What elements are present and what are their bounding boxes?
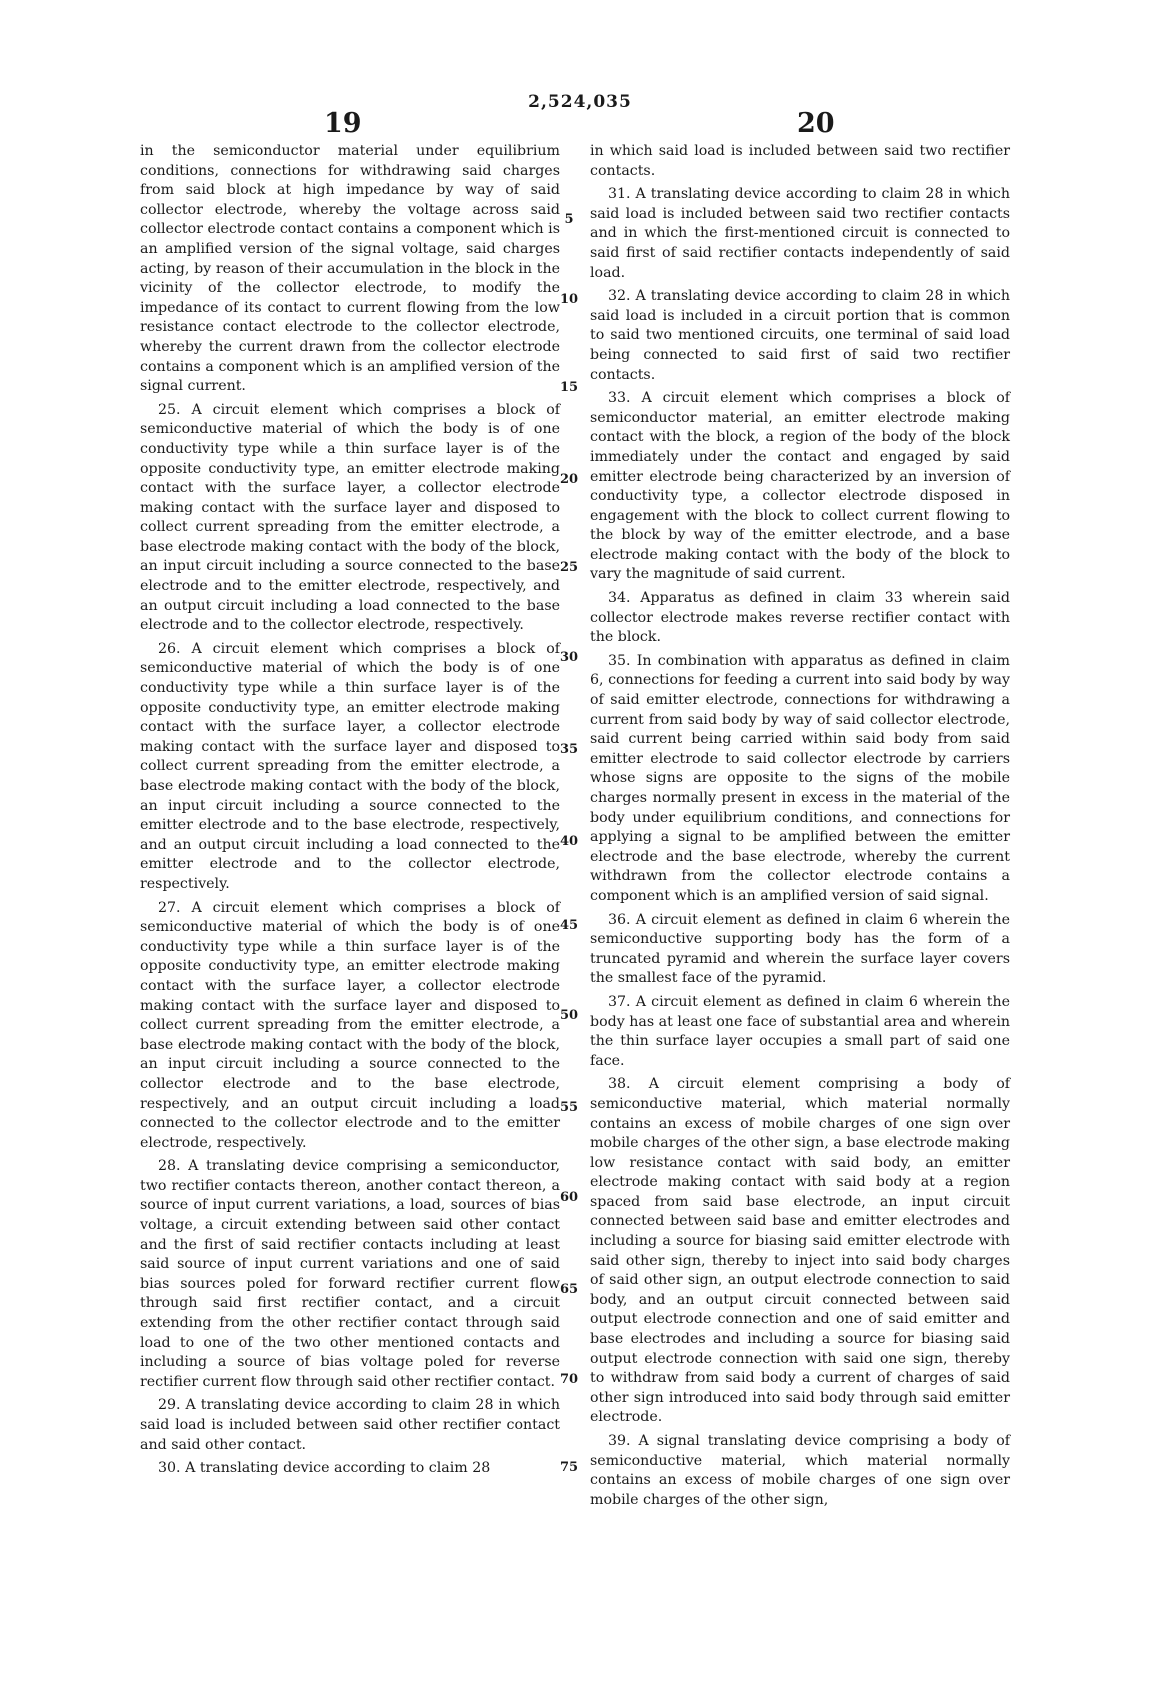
left-column-number: 19 xyxy=(324,108,362,139)
line-number: 75 xyxy=(559,1460,579,1475)
claim-37: 37. A circuit element as defined in claim 6 wherein the body has at least one face of substantial area and wherein the thin surface layer occupies a small part of said one face. xyxy=(590,993,1010,1069)
claim-36: 36. A circuit element as defined in claim 6 wherein the semiconductive supporting body has the form of a truncated pyramid and wherein the surface layer covers the smallest face of the pyramid. xyxy=(590,911,1010,987)
paragraph: in which said load is included between said two rectifier contacts. xyxy=(590,143,1010,179)
claim-32: 32. A translating device according to claim 28 in which said load is included in a circuit portion that is common to said two mentioned circuits, one terminal of said load being connected to said first of said two rectifier contacts. xyxy=(590,288,1010,383)
patent-number: 2,524,035 xyxy=(528,92,632,112)
line-number: 15 xyxy=(559,380,579,395)
line-number: 60 xyxy=(559,1190,579,1205)
claim-26: 26. A circuit element which comprises a block of semiconductive material of which the body is of one conductivity type while a thin surface layer is of the opposite conductivity type, an emitter electrode making contact with the surface layer, a collector electrode making contact with the surface layer and disposed to collect current spreading from the emitter electrode, a base electrode making contact with the body of the block, an input circuit including a source connected to the emitter electrode and to the base electrode, respectively, and an output circuit including a load connected to the emitter electrode and to the collector electrode, respectively. xyxy=(140,640,560,892)
line-number: 30 xyxy=(559,650,579,665)
claim-28: 28. A translating device comprising a semiconductor, two rectifier contacts thereon, another contact thereon, a source of input current variations, a load, sources of bias voltage, a circuit extending between said other contact and the first of said rectifier contacts including at least said source of input current variations and one of said bias sources poled for forward rectifier current flow through said first rectifier contact, and a circuit extending from the other rectifier contact through said load to one of the two other mentioned contacts and including a source of bias voltage poled for reverse rectifier current flow through said other rectifier contact. xyxy=(140,1158,560,1390)
line-number: 45 xyxy=(559,918,579,933)
claim-25: 25. A circuit element which comprises a block of semiconductive material of which the body is of one conductivity type while a thin surface layer is of the opposite conductivity type, an emitter electrode making contact with the surface layer, a collector electrode making contact with the surface layer and disposed to collect current spreading from the emitter electrode, a base electrode making contact with the body of the block, an input circuit including a source connected to the base electrode and to the emitter electrode, respectively, and an output circuit including a load connected to the base electrode and to the collector electrode, respectively. xyxy=(140,401,560,634)
line-number: 5 xyxy=(564,212,574,227)
line-number: 65 xyxy=(559,1282,579,1297)
paragraph: in the semiconductor material under equilibrium conditions, connections for withdrawing said charges from said block at high impedance by way of said collector electrode, whereby the voltage across said collector electrode contact contains a component which is an amplified version of the signal voltage, said charges acting, by reason of their accumulation in the block in the vicinity of the collector electrode, to modify the impedance of its contact to current flowing from the low resistance contact electrode to the collector electrode, whereby the current drawn from the collector electrode contains a component which is an amplified version of the signal current. xyxy=(140,143,560,395)
claim-31: 31. A translating device according to claim 28 in which said load is included between said two rectifier contacts and in which the first-mentioned circuit is connected to said first of said rectifier contacts independently of said load. xyxy=(590,186,1010,281)
line-number: 40 xyxy=(559,834,579,849)
line-number: 35 xyxy=(559,742,579,757)
claim-33: 33. A circuit element which comprises a block of semiconductor material, an emitter electrode making contact with the block, a region of the body of the block immediately under the contact and engaged by said emitter electrode being characterized by an inversion of conductivity type, a collector electrode disposed in engagement with the block to collect current flowing to the block by way of the emitter electrode, and a base electrode making contact with the body of the block to vary the magnitude of said current. xyxy=(590,390,1010,583)
line-number: 55 xyxy=(559,1100,579,1115)
claim-27: 27. A circuit element which comprises a block of semiconductive material of which the body is of one conductivity type while a thin surface layer is of the opposite conductivity type, an emitter electrode making contact with the surface layer, a collector electrode making contact with the surface layer and disposed to collect current spreading from the emitter electrode, a base electrode making contact with the body of the block, an input circuit including a source connected to the collector electrode and to the base electrode, respectively, and an output circuit including a load connected to the collector electrode and to the emitter electrode, respectively. xyxy=(140,899,560,1151)
line-number: 10 xyxy=(559,292,579,307)
line-number: 20 xyxy=(559,472,579,487)
claim-34: 34. Apparatus as defined in claim 33 wherein said collector electrode makes reverse rectifier contact with the block. xyxy=(590,590,1010,646)
line-number: 25 xyxy=(559,560,579,575)
line-number: 70 xyxy=(559,1372,579,1387)
claim-38: 38. A circuit element comprising a body of semiconductive material, which material normally contains an excess of mobile charges of one sign over mobile charges of the other sign, a base electrode making low resistance contact with said body, an emitter electrode making contact with said body at a region spaced from said base electrode, an input circuit connected between said base and emitter electrodes and including a source for biasing said emitter electrode with said other sign, thereby to inject into said body charges of said other sign, an output electrode connection to said body, and an output circuit connected between said output electrode connection and one of said emitter and base electrodes and including a source for biasing said output electrode connection with said one sign, thereby to withdraw from said body a current of charges of said other sign introduced into said body through said emitter electrode. xyxy=(590,1076,1010,1426)
line-number-gutter xyxy=(552,142,586,1702)
left-text-column xyxy=(140,142,560,1479)
claim-39: 39. A signal translating device comprising a body of semiconductive material, which material normally contains an excess of mobile charges of one sign over mobile charges of the other sign, xyxy=(590,1433,1010,1508)
line-number: 50 xyxy=(559,1008,579,1023)
claim-29: 29. A translating device according to claim 28 in which said load is included between said other rectifier contact and said other contact. xyxy=(140,1397,560,1453)
claim-35: 35. In combination with apparatus as defined in claim 6, connections for feeding a current into said body by way of said emitter electrode, connections for withdrawing a current from said body by way of said collector electrode, said current being carried within said body from said emitter electrode to said collector electrode by carriers whose signs are opposite to the signs of the mobile charges normally present in excess in the material of the body under equilibrium conditions, and connections for applying a signal to be amplified between the emitter electrode and the base electrode, whereby the current withdrawn from the collector electrode contains a component which is an amplified version of said signal. xyxy=(590,652,1010,904)
claim-30: 30. A translating device according to claim 28 xyxy=(158,1460,491,1477)
right-column-number: 20 xyxy=(797,108,835,139)
right-text-column xyxy=(590,142,1010,1510)
